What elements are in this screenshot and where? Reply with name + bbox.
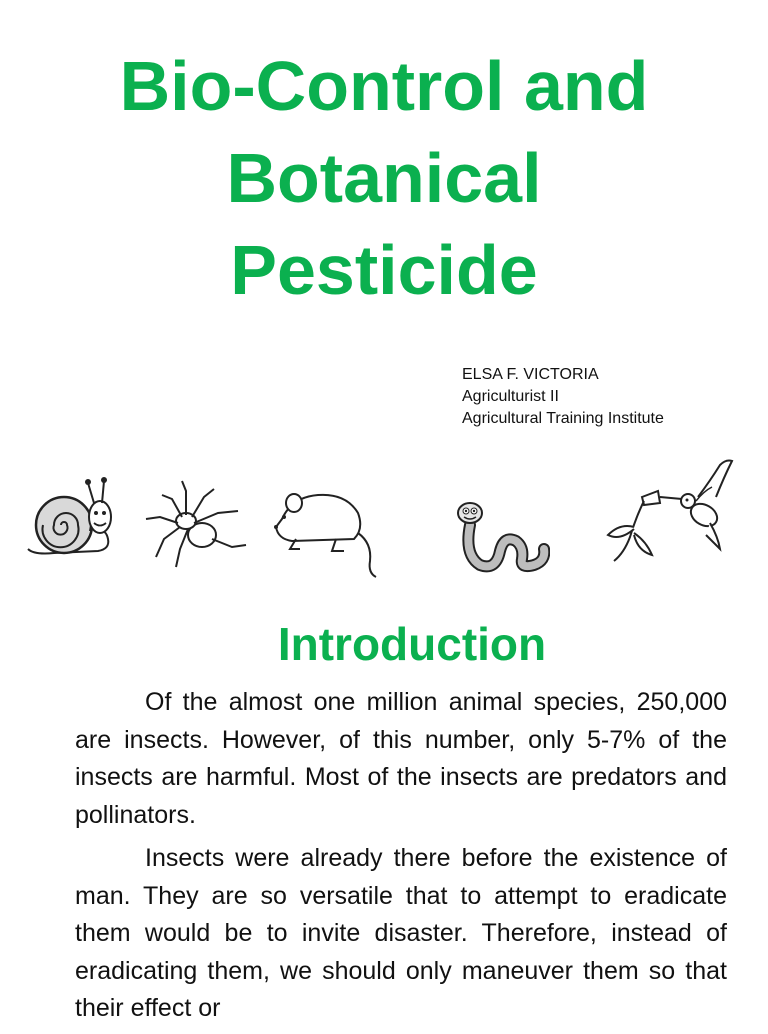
introduction-heading: Introduction [277, 618, 547, 670]
hummingbird-flower-icon [600, 457, 740, 567]
snail-icon [24, 473, 116, 559]
spider-icon [142, 477, 252, 569]
illustration-strip [0, 455, 768, 580]
author-organization: Agricultural Training Institute [462, 410, 664, 427]
author-name: ELSA F. VICTORIA [462, 366, 599, 383]
title-line-2: Botanical [226, 139, 542, 217]
author-position: Agriculturist II [462, 388, 559, 405]
worm-icon [450, 495, 550, 573]
title-line-3: Pesticide [230, 231, 538, 309]
title-line-1: Bio-Control and [119, 47, 649, 125]
introduction-body [75, 684, 727, 1034]
paragraph: Insects were already there before the existence of man. They are so versatile that to attempt to eradicate them would be to invite disaster. Therefore, instead of eradicating them, we should only maneuver them so that their effect or [75, 844, 727, 1022]
paragraph: Of the almost one million animal species, 250,000 are insects. However, of this number, only 5-7% of the insects are harmful. Most of the insects are predators and pollinators. [75, 688, 727, 829]
document-title [0, 40, 768, 316]
mouse-icon [272, 483, 384, 579]
author-block [462, 364, 752, 430]
